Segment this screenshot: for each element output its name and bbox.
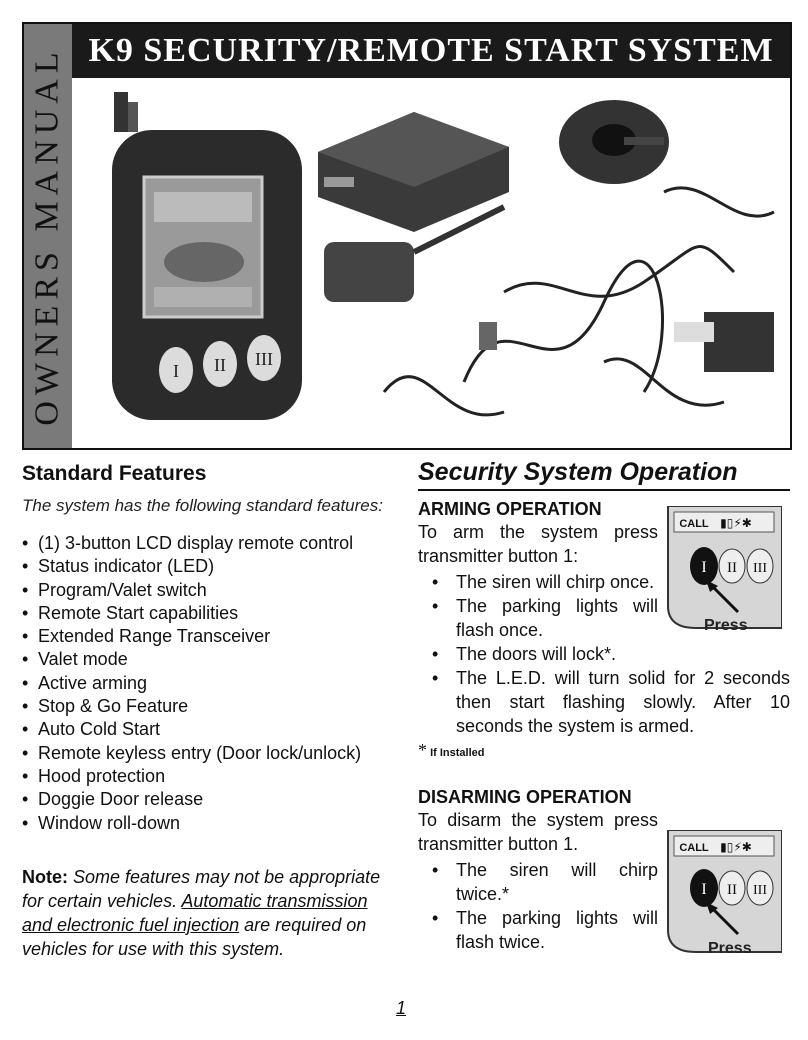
note-paragraph [22, 865, 394, 961]
list-item: • Active arming [22, 672, 394, 695]
list-item: • Window roll-down [22, 812, 394, 835]
list-item: • Status indicator (LED) [22, 555, 394, 578]
list-item: • Doggie Door release [22, 788, 394, 811]
list-item: • Program/Valet switch [22, 579, 394, 602]
standard-features-intro: The system has the following standard features: [22, 496, 383, 515]
control-module-image [318, 112, 509, 232]
page-title: K9 SECURITY/REMOTE START SYSTEM [88, 32, 774, 69]
note-label: Note: [22, 866, 68, 887]
list-item: • Valet mode [22, 648, 394, 671]
list-item: • The siren will chirp once. [418, 570, 658, 594]
disarming-intro: To disarm the system press transmitter button 1. [418, 810, 658, 854]
footnote-text: If Installed [430, 747, 485, 759]
button-ii-label: II [727, 882, 737, 898]
standard-features-section [22, 458, 394, 961]
note-underlined: Automatic transmission and electronic fuel injection [22, 890, 368, 935]
list-item: • Remote Start capabilities [22, 602, 394, 625]
siren-image [559, 100, 669, 184]
list-item: • The siren will chirp twice.* [418, 858, 658, 906]
press-label-arming: Press [704, 617, 748, 634]
page-number: 1 [396, 998, 407, 1018]
signal-icon: ▮▯⚡✱ [720, 840, 752, 854]
note-text-1: Some features may not be appropriate for certain vehicles. [22, 866, 381, 911]
list-item: • Auto Cold Start [22, 718, 394, 741]
disarming-remote-figure [666, 830, 782, 955]
feature-list [22, 532, 394, 835]
list-item: • Stop & Go Feature [22, 695, 394, 718]
screen-text: CALL [679, 842, 709, 854]
svg-text:II: II [214, 355, 226, 375]
arming-remote-figure [666, 506, 782, 631]
arming-intro: To arm the system press transmitter button 1: [418, 522, 658, 566]
button-iii-label: III [753, 561, 767, 576]
product-photo [84, 82, 788, 446]
owners-manual-label: OWNERS MANUAL [29, 46, 66, 426]
footnote-star: * [418, 740, 427, 760]
side-banner [24, 24, 72, 448]
list-item: • (1) 3-button LCD display remote control [22, 532, 394, 555]
button-iii-label: III [753, 883, 767, 898]
screen-text: CALL [679, 518, 709, 530]
list-item: • Hood protection [22, 765, 394, 788]
list-item: • Remote keyless entry (Door lock/unlock) [22, 742, 394, 765]
note-text-2: are required on vehicles for use with this system. [22, 914, 367, 959]
remote-control-image [112, 92, 302, 420]
button-i-label: I [701, 881, 707, 898]
button-ii-label: II [727, 560, 737, 576]
title-bar [72, 24, 790, 78]
button-i-label: I [701, 559, 707, 576]
signal-icon: ▮▯⚡✱ [720, 516, 752, 530]
standard-features-heading: Standard Features [22, 462, 207, 485]
footnote [418, 740, 790, 761]
svg-text:III: III [255, 349, 273, 369]
disarming-heading: DISARMING OPERATION [418, 787, 632, 807]
header-band [22, 22, 792, 450]
list-item: • The parking lights will flash twice. [418, 906, 658, 954]
list-item: • The doors will lock*. [418, 642, 790, 666]
relay-box-image [674, 312, 774, 372]
svg-text:I: I [173, 361, 179, 381]
list-item: • The L.E.D. will turn solid for 2 seconds then start flashing slowly. After 10 seconds the system is armed. [418, 666, 790, 738]
list-item: • The parking lights will flash once. [418, 594, 658, 642]
list-item: • Extended Range Transceiver [22, 625, 394, 648]
press-label-disarming: Press [708, 940, 752, 957]
security-heading: Security System Operation [418, 458, 790, 491]
arming-heading: ARMING OPERATION [418, 499, 602, 519]
